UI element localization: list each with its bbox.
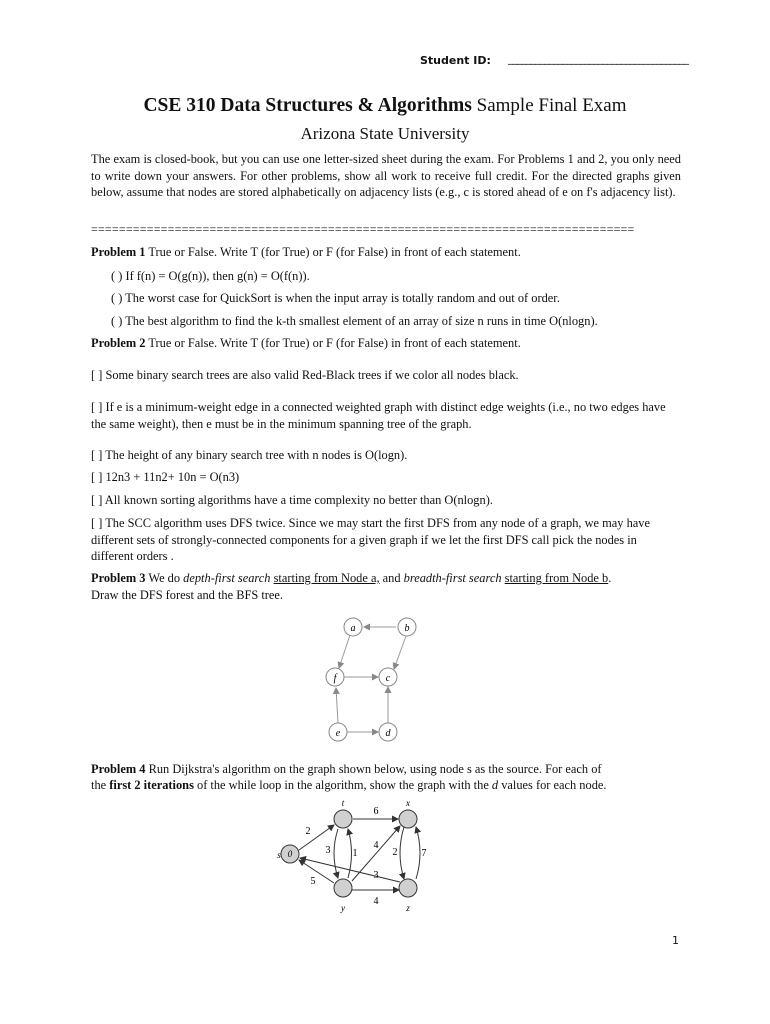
node-z [399, 879, 417, 897]
p4-text: values for each node. [498, 778, 607, 792]
problem-2-label: Problem 2 [91, 336, 146, 350]
p3-line-2: Draw the DFS forest and the BFS tree. [91, 588, 284, 602]
node-y-label: y [341, 903, 345, 913]
weight-label: 3 [325, 845, 331, 856]
problem-3-label: Problem 3 [91, 571, 146, 585]
p4-text: Run Dijkstra's algorithm on the graph shown below, using node s as the source. For each of [145, 762, 602, 776]
node-d-label: d [385, 728, 391, 739]
p3-start-a: starting from Node a, [273, 571, 380, 585]
p1-statement: ( ) The best algorithm to find the k-th smallest element of an array of size n runs in time O(nlogn). [111, 314, 598, 328]
p4-text: the [91, 778, 110, 792]
student-id-label: Student ID: [420, 54, 491, 67]
p3-bfs: breadth-first search [403, 571, 502, 585]
problem-1-label: Problem 1 [91, 245, 146, 259]
weight-label: 6 [373, 806, 379, 817]
separator: ============================================================================== [91, 222, 635, 236]
page-number: 1 [672, 934, 679, 947]
p2-statement: [ ] Some binary search trees are also valid Red-Black trees if we color all nodes black. [91, 368, 519, 382]
weight-label: 1 [352, 848, 358, 859]
p1-statement: ( ) The worst case for QuickSort is when the input array is totally random and out of order. [111, 291, 560, 305]
student-id-blank[interactable]: ________________________________________ [508, 52, 688, 65]
p4-bold: first 2 iterations [109, 778, 194, 792]
edge-t-y [334, 829, 338, 878]
edge-b-c [394, 636, 406, 669]
p1-statement: ( ) If f(n) = O(g(n)), then g(n) = O(f(n)). [111, 269, 310, 283]
p3-dfs: depth-first search [183, 571, 271, 585]
node-a-label: a [350, 623, 356, 634]
p4-line-2 [91, 777, 607, 794]
intro-paragraph: The exam is closed-book, but you can use one letter-sized sheet during the exam. For Problems 1 and 2, you only need to write down your answers. For other problems, show all work to receive full credit. For the directed graphs given below, assume that nodes are stored alphabetically on adjacency lists (e.g., c is stored ahead of e on f's adjacency list). [91, 152, 681, 199]
p4-text: of the while loop in the algorithm, show the graph with the [193, 778, 492, 792]
node-t [334, 810, 352, 828]
p2-statement: [ ] If e is a minimum-weight edge in a connected weighted graph with distinct edge weights (i.e., no two edges have the same weight), then e must be in the minimum spanning tree of the graph. [91, 400, 666, 431]
edge-x-z [400, 827, 404, 879]
edge-y-s [299, 860, 334, 883]
node-c-label: c [385, 673, 391, 684]
dijkstra-graph [268, 798, 438, 918]
edge-e-f [336, 688, 338, 723]
p3-text: . [608, 571, 612, 585]
problem-4-label: Problem 4 [91, 762, 146, 776]
weight-label: 5 [310, 876, 316, 887]
weight-label: 2 [305, 826, 311, 837]
edge-z-x [416, 827, 420, 879]
p2-statement: [ ] All known sorting algorithms have a time complexity no better than O(nlogn). [91, 493, 493, 507]
problem-1-header [91, 244, 521, 261]
weight-label: 3 [373, 870, 379, 881]
edge-a-f [339, 635, 350, 668]
university: Arizona State University [300, 124, 470, 143]
node-x [399, 810, 417, 828]
node-x-label: x [406, 798, 410, 808]
problem-2-instructions: True or False. Write T (for True) or F (for False) in front of each statement. [145, 336, 521, 350]
p2-statement: [ ] 12n3 + 11n2+ 10n = O(n3) [91, 470, 240, 484]
node-f-label: f [333, 673, 337, 684]
weight-label: 2 [392, 847, 398, 858]
exam-name: Sample Final Exam [476, 95, 627, 116]
node-z-label: z [406, 903, 410, 913]
node-b-label: b [404, 623, 410, 634]
p3-text: and [379, 571, 404, 585]
weight-label: 7 [421, 848, 427, 859]
course-title: CSE 310 Data Structures & Algorithms [143, 95, 472, 116]
p4-d: d [491, 778, 499, 792]
p3-start-b: starting from Node b [504, 571, 609, 585]
node-s-value: 0 [287, 849, 293, 859]
dfs-bfs-graph [310, 610, 430, 750]
problem-4-header [91, 761, 602, 778]
node-y [334, 879, 352, 897]
problem-1-instructions: True or False. Write T (for True) or F (for False) in front of each statement. [145, 245, 521, 259]
node-e-label: e [335, 728, 341, 739]
p2-statement: [ ] The SCC algorithm uses DFS twice. Since we may start the first DFS from any node of a graph, we may have different sets of strongly-connected components for a given graph if we let the first DFS call pick the nodes in different orders . [91, 516, 650, 563]
weight-label: 4 [373, 896, 379, 907]
exam-title [0, 95, 770, 117]
weight-label: 4 [373, 840, 379, 851]
p2-statement: [ ] The height of any binary search tree with n nodes is O(logn). [91, 448, 408, 462]
node-t-label: t [341, 798, 345, 808]
p3-text: We do [145, 571, 184, 585]
problem-3-header [91, 570, 611, 587]
problem-2-header [91, 335, 521, 352]
node-s-label: s [277, 850, 281, 860]
